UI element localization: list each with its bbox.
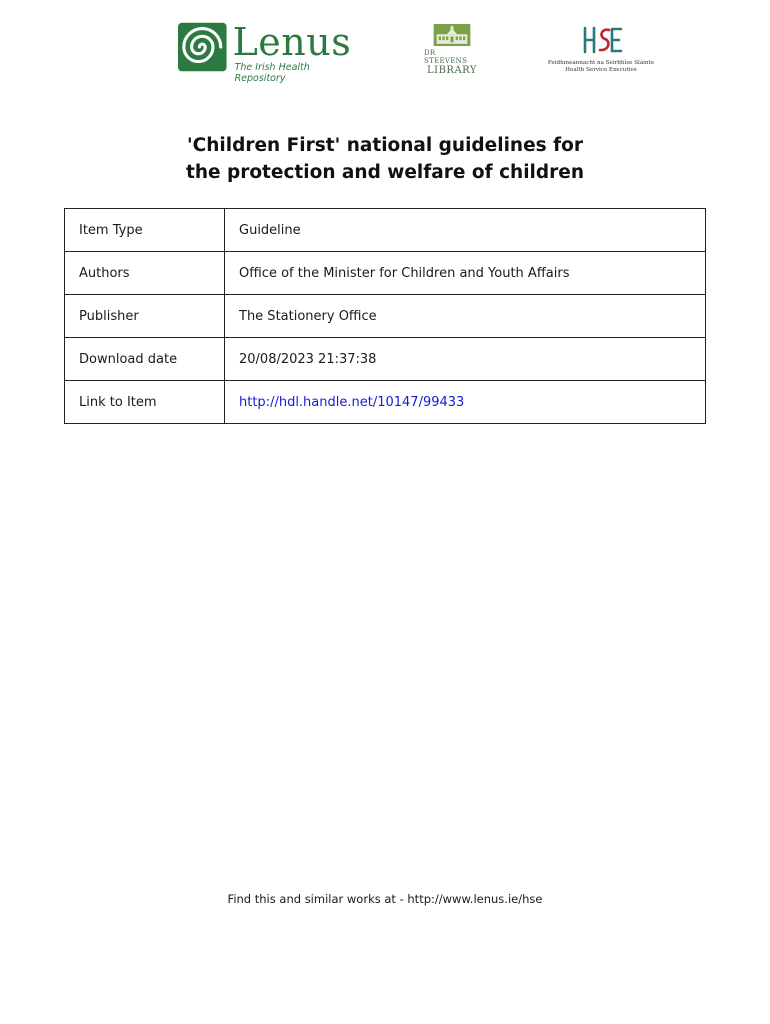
hse-english-name: Health Service Executive	[565, 67, 637, 73]
metadata-table	[64, 208, 706, 424]
steevens-library-logo	[424, 24, 480, 76]
publisher-label: Publisher	[65, 295, 225, 338]
table-row	[65, 338, 706, 381]
document-title	[60, 132, 710, 186]
table-row	[65, 295, 706, 338]
hse-irish-name: Feidhmeannacht na Seirbhíse Sláinte	[547, 60, 655, 66]
download-date-value: 20/08/2023 21:37:38	[225, 338, 706, 381]
lenus-spiral-icon	[178, 22, 227, 72]
download-date-label: Download date	[65, 338, 225, 381]
table-row	[65, 252, 706, 295]
item-type-label: Item Type	[65, 209, 225, 252]
item-type-value: Guideline	[225, 209, 706, 252]
link-to-item-cell	[225, 381, 706, 424]
footer-text: Find this and similar works at - http://www.lenus.ie/hse	[227, 892, 543, 906]
steevens-line2: LIBRARY	[426, 65, 477, 76]
link-to-item-label: Link to Item	[65, 381, 225, 424]
document-title-line2: the protection and welfare of children	[185, 162, 584, 183]
lenus-wordmark: Lenus	[232, 20, 352, 64]
lenus-logo	[178, 20, 360, 84]
publisher-value: The Stationery Office	[225, 295, 706, 338]
lenus-tagline: The Irish Health Repository	[234, 62, 310, 84]
hse-logo	[547, 24, 655, 78]
library-building-icon	[427, 24, 477, 46]
authors-label: Authors	[65, 252, 225, 295]
table-row	[65, 209, 706, 252]
document-title-line1: 'Children First' national guidelines for	[187, 135, 583, 156]
hse-mark-icon	[579, 24, 623, 56]
item-link[interactable]: http://hdl.handle.net/10147/99433	[239, 394, 465, 410]
steevens-line1: DR STEEVENS	[424, 49, 468, 65]
table-row	[65, 381, 706, 424]
authors-value: Office of the Minister for Children and Youth Affairs	[225, 252, 706, 295]
